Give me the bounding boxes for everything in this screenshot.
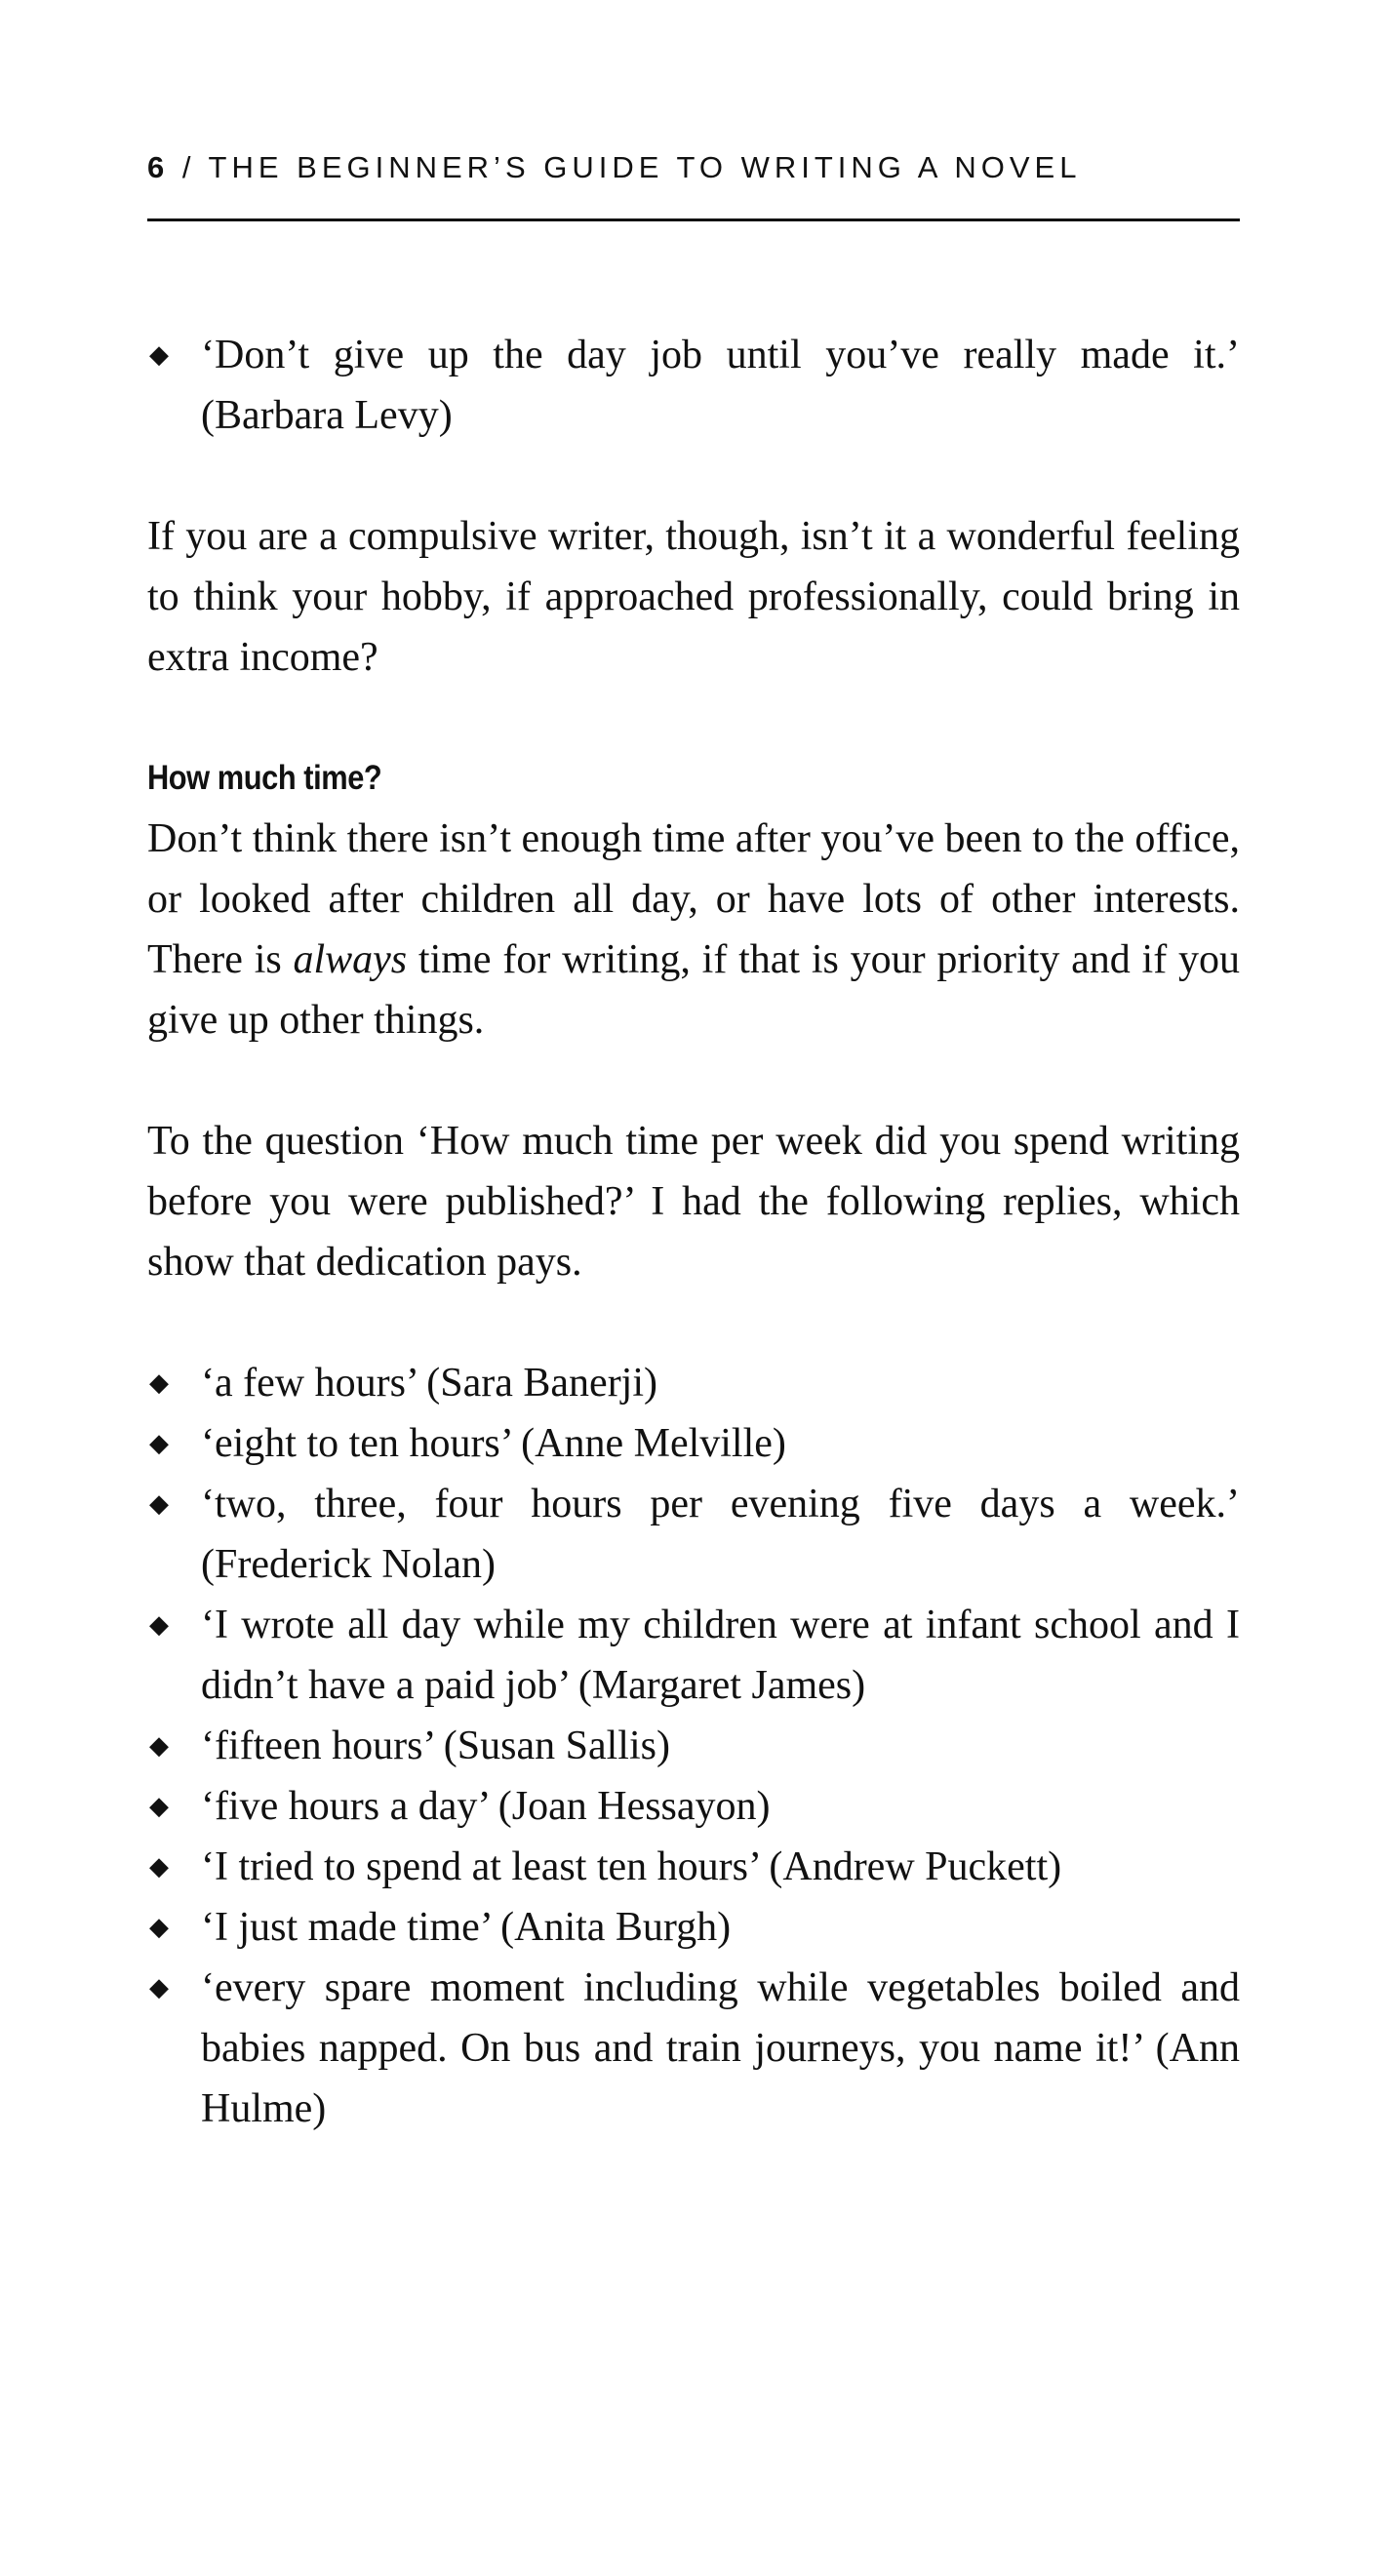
replies-list: [147, 1353, 1240, 2139]
diamond-bullet-icon: ◆: [149, 1792, 169, 1820]
diamond-bullet-icon: ◆: [149, 1368, 169, 1397]
list-item: ◆ ‘I wrote all day while my children were at infant school and I didn’t have a paid job’ (Margaret James): [147, 1595, 1240, 1716]
list-item: ◆ ‘two, three, four hours per evening five days a week.’ (Frederick Nolan): [147, 1474, 1240, 1595]
book-title: THE BEGINNER’S GUIDE TO WRITING A NOVEL: [208, 150, 1082, 184]
section-heading: How much time?: [147, 759, 382, 797]
paragraph: To the question ‘How much time per week did you spend writing before you were published?’ I had the following replies, which show that dedication pays.: [147, 1119, 1240, 1285]
list-item: ◆ ‘Don’t give up the day job until you’ve really made it.’ (Barbara Levy): [147, 325, 1240, 446]
list-item: ◆ ‘a few hours’ (Sara Banerji): [147, 1353, 1240, 1413]
page-number: 6: [147, 150, 170, 184]
list-item: ◆ ‘five hours a day’ (Joan Hessayon): [147, 1776, 1240, 1837]
running-header: [147, 148, 1240, 187]
list-item: ◆ ‘every spare moment including while vegetables boiled and babies napped. On bus and train journeys, you name it!’ (Ann Hulme): [147, 1958, 1240, 2139]
list-item: ◆ ‘I tried to spend at least ten hours’ (Andrew Puckett): [147, 1837, 1240, 1897]
list-item: ◆ ‘eight to ten hours’ (Anne Melville): [147, 1413, 1240, 1474]
diamond-bullet-icon: ◆: [149, 1913, 169, 1941]
paragraph: If you are a compulsive writer, though, isn’t it a wonderful feeling to think your hobby, if approached professionally, could bring in extra income?: [147, 514, 1240, 680]
paragraph: Don’t think there isn’t enough time after you’ve been to the office, or looked after children all day, or have lots of other interests. There is always time for writing, if that is your priority and if you give up other things.: [147, 816, 1240, 1043]
diamond-bullet-icon: ◆: [149, 1429, 169, 1457]
diamond-bullet-icon: ◆: [149, 1852, 169, 1881]
list-item: ◆ ‘fifteen hours’ (Susan Sallis): [147, 1716, 1240, 1776]
diamond-bullet-icon: ◆: [149, 1731, 169, 1760]
book-page: [147, 0, 1240, 2576]
emphasis: always: [293, 937, 408, 982]
body-text: [147, 325, 1240, 2139]
diamond-bullet-icon: ◆: [149, 340, 169, 369]
header-separator: /: [169, 150, 209, 184]
diamond-bullet-icon: ◆: [149, 1610, 169, 1639]
quote-list: [147, 325, 1240, 446]
diamond-bullet-icon: ◆: [149, 1973, 169, 2001]
header-rule: [147, 218, 1240, 221]
list-item: ◆ ‘I just made time’ (Anita Burgh): [147, 1897, 1240, 1958]
diamond-bullet-icon: ◆: [149, 1489, 169, 1518]
